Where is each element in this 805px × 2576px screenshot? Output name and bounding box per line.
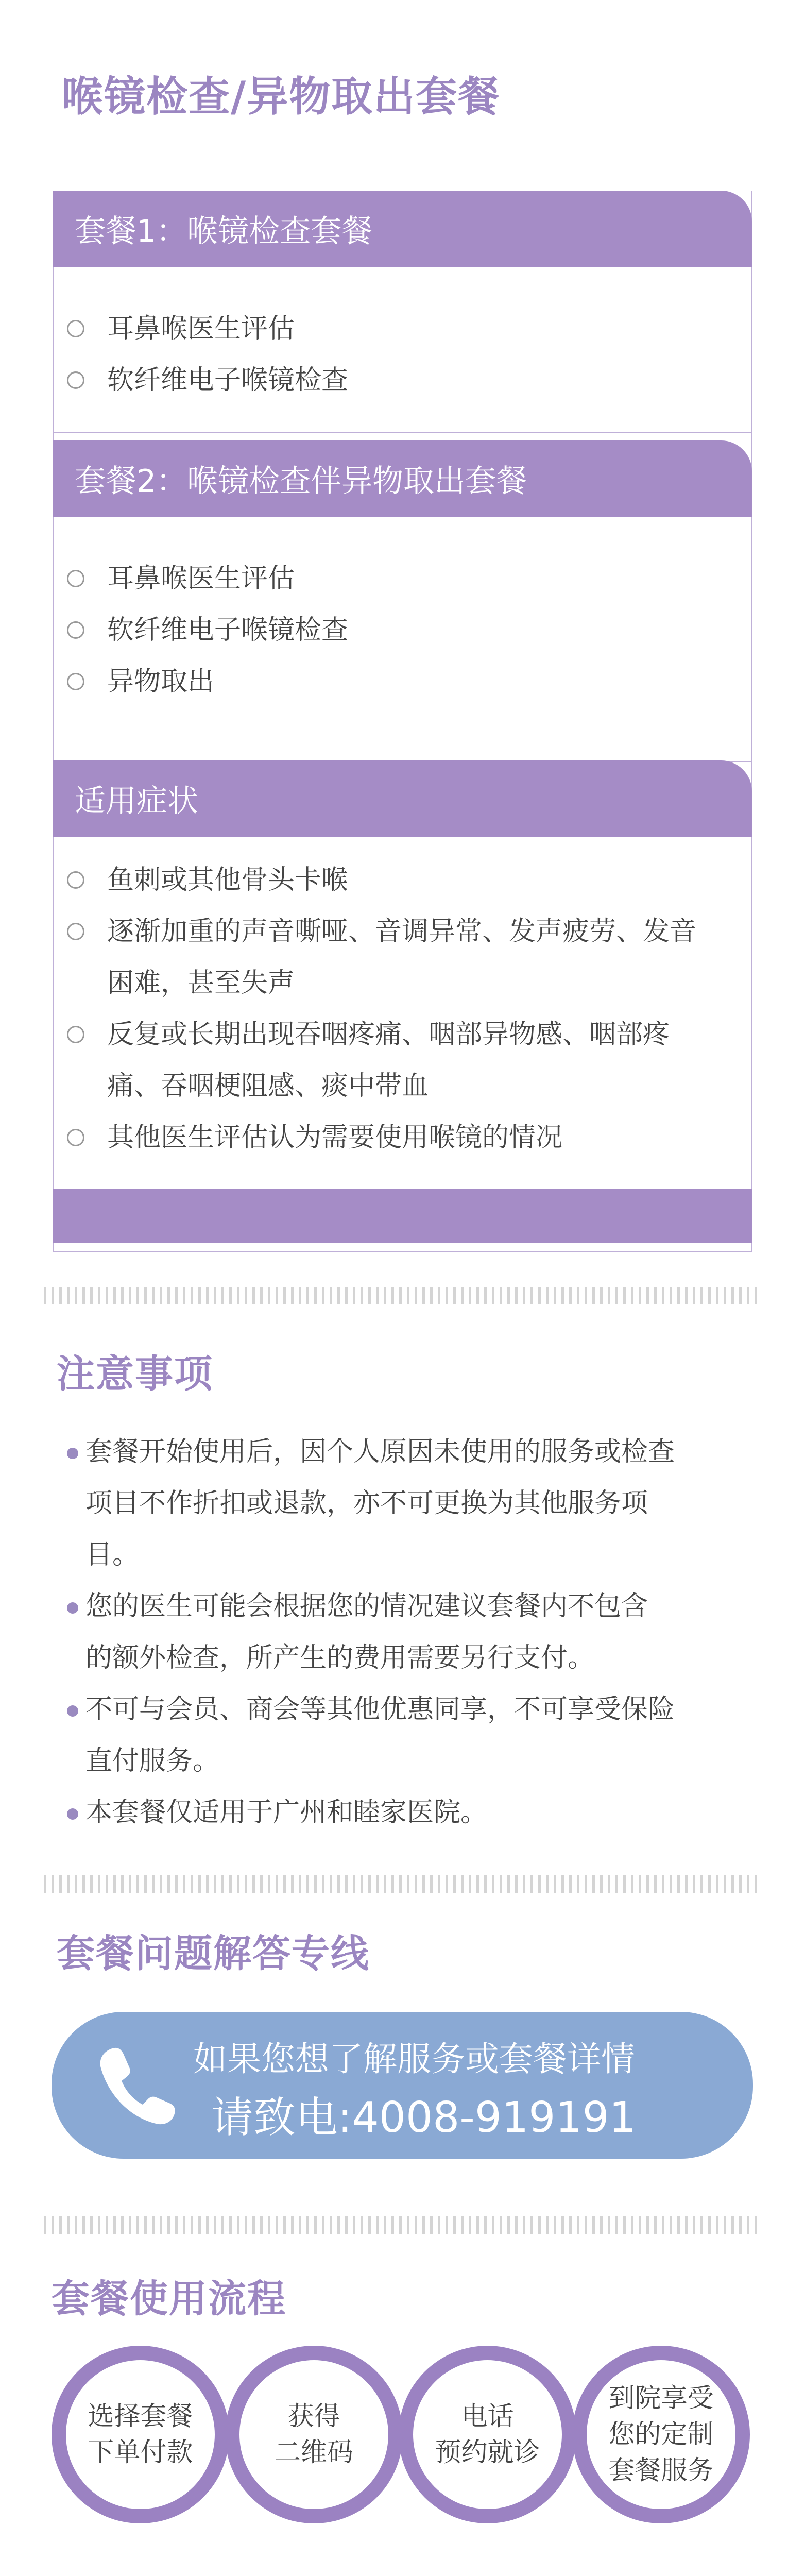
hotline-banner[interactable] <box>52 2012 753 2159</box>
bullet-dot-icon <box>67 1448 78 1459</box>
bullet-circle-icon <box>67 621 84 639</box>
hotline-title: 套餐问题解答专线 <box>57 1931 370 1976</box>
note-item: 不可与会员、商会等其他优惠同享，不可享受保险 直付服务。 <box>67 1684 731 1787</box>
list-item: 软纤维电子喉镜检查 <box>67 604 348 656</box>
process-step-2: 获得 二维码 <box>225 2346 403 2523</box>
symptoms-header <box>53 760 752 837</box>
package2-title: 套餐2：喉镜检查伴异物取出套餐 <box>75 463 527 499</box>
list-item: 鱼刺或其他骨头卡喉 <box>67 854 348 906</box>
note-item: 本套餐仅适用于广州和睦家医院。 <box>67 1787 731 1838</box>
package1-header <box>53 191 752 267</box>
bullet-circle-icon <box>67 371 84 389</box>
bullet-circle-icon <box>67 570 84 587</box>
bullet-dot-icon <box>67 1602 78 1614</box>
symptoms-title: 适用症状 <box>75 783 198 819</box>
note-item: 套餐开始使用后，因个人原因未使用的服务或检查 项目不作折扣或退款，亦不可更换为其他服务项 目。 <box>67 1426 731 1581</box>
phone-icon <box>93 2040 180 2130</box>
hotline-phone[interactable]: 请致电:4008-919191 <box>211 2093 636 2142</box>
note-item: 您的医生可能会根据您的情况建议套餐内不包含 的额外检查，所产生的费用需要另行支付。 <box>67 1581 731 1684</box>
list-item: 反复或长期出现吞咽疼痛、咽部异物感、咽部疼 痛、吞咽梗阻感、痰中带血 <box>67 1009 670 1112</box>
list-item: 异物取出 <box>67 656 214 707</box>
bullet-circle-icon <box>67 1026 84 1043</box>
dotted-divider <box>44 1875 761 1893</box>
process-step-1: 选择套餐 下单付款 <box>52 2346 229 2523</box>
dotted-divider <box>44 1287 761 1304</box>
symptoms-footer-bar <box>53 1189 752 1243</box>
list-item: 软纤维电子喉镜检查 <box>67 354 348 406</box>
list-item: 其他医生评估认为需要使用喉镜的情况 <box>67 1112 562 1163</box>
bullet-circle-icon <box>67 871 84 889</box>
package1-title: 套餐1：喉镜检查套餐 <box>75 213 373 249</box>
page-title: 喉镜检查/异物取出套餐 <box>62 73 501 121</box>
process-step-3: 电话 预约就诊 <box>399 2346 576 2523</box>
notes-title: 注意事项 <box>57 1352 213 1396</box>
process-step-4: 到院享受 您的定制 套餐服务 <box>572 2346 750 2523</box>
bullet-dot-icon <box>67 1705 78 1717</box>
bullet-dot-icon <box>67 1808 78 1820</box>
process-title: 套餐使用流程 <box>52 2277 286 2321</box>
bullet-circle-icon <box>67 923 84 940</box>
package2-header <box>53 440 752 517</box>
bullet-circle-icon <box>67 1129 84 1146</box>
hotline-line1: 如果您想了解服务或套餐详情 <box>193 2039 635 2079</box>
bullet-circle-icon <box>67 320 84 337</box>
list-item: 耳鼻喉医生评估 <box>67 303 295 354</box>
bullet-circle-icon <box>67 673 84 690</box>
dotted-divider <box>44 2216 761 2234</box>
list-item: 耳鼻喉医生评估 <box>67 553 295 604</box>
list-item: 逐渐加重的声音嘶哑、音调异常、发声疲劳、发音 困难，甚至失声 <box>67 906 696 1009</box>
